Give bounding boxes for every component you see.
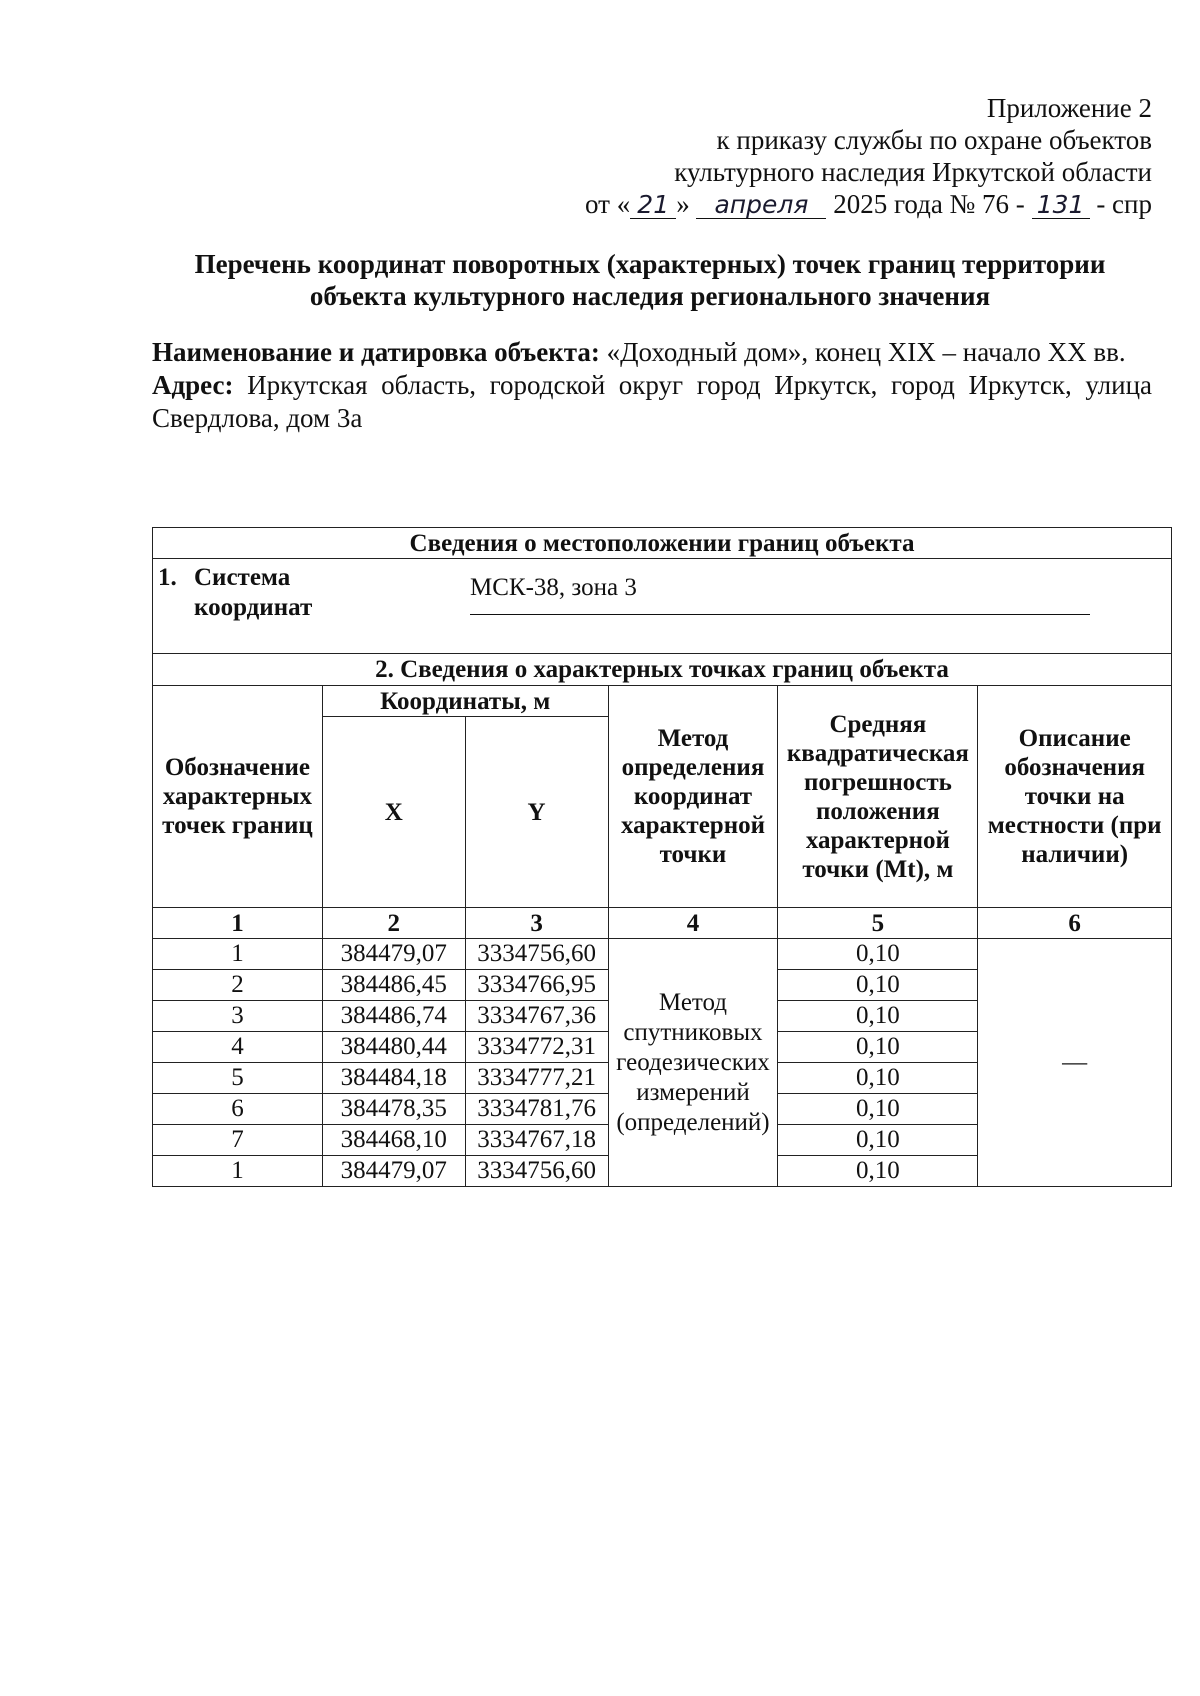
point-number: 7 <box>153 1125 323 1156</box>
object-name-value: «Доходный дом», конец XIX – начало XX вв. <box>606 337 1126 367</box>
point-x: 384479,07 <box>322 1156 465 1187</box>
section-title-row <box>153 528 1172 559</box>
point-x: 384478,35 <box>322 1094 465 1125</box>
date-mid: » <box>676 189 690 219</box>
boundary-table <box>152 527 1172 1187</box>
coordinate-system-label-l2: координат <box>194 594 313 621</box>
date-prefix: от « <box>585 189 631 219</box>
appendix-header <box>452 92 1152 220</box>
document-title <box>150 248 1150 312</box>
point-y: 3334756,60 <box>465 939 608 970</box>
point-y: 3334766,95 <box>465 970 608 1001</box>
point-error: 0,10 <box>778 1001 978 1032</box>
point-number: 1 <box>153 1156 323 1187</box>
col-header-description: Описание обозначения точки на местности (при наличии) <box>978 686 1172 908</box>
coordinate-system-value: МСК-38, зона 3 <box>470 573 1090 615</box>
object-name-label: Наименование и датировка объекта: <box>152 337 600 367</box>
handwritten-order-number: 131 <box>1032 192 1090 219</box>
point-y: 3334781,76 <box>465 1094 608 1125</box>
point-x: 384486,74 <box>322 1001 465 1032</box>
point-number: 6 <box>153 1094 323 1125</box>
point-number: 4 <box>153 1032 323 1063</box>
coordinate-system-cell <box>153 559 1172 654</box>
point-number: 2 <box>153 970 323 1001</box>
point-x: 384479,07 <box>322 939 465 970</box>
header-row-1 <box>153 686 1172 717</box>
table-row <box>153 939 1172 970</box>
point-error: 0,10 <box>778 939 978 970</box>
point-x: 384468,10 <box>322 1125 465 1156</box>
coordinate-system-label <box>158 563 312 623</box>
appendix-line-3: культурного наследия Иркутской области <box>674 157 1152 187</box>
col-header-coordinates: Координаты, м <box>322 686 608 717</box>
appendix-line-1: Приложение 2 <box>986 93 1152 123</box>
column-number: 3 <box>465 908 608 939</box>
point-error: 0,10 <box>778 1156 978 1187</box>
point-error: 0,10 <box>778 1063 978 1094</box>
object-address-value: Иркутская область, городской округ город Иркутск, город Иркутск, улица Свердлова, дом 3а <box>152 370 1153 433</box>
description-cell: — <box>978 939 1172 1187</box>
point-x: 384486,45 <box>322 970 465 1001</box>
point-x: 384484,18 <box>322 1063 465 1094</box>
col-header-designation: Обозначение характерных точек границ <box>153 686 323 908</box>
date-year: 2025 года № 76 - <box>833 189 1025 219</box>
point-y: 3334767,36 <box>465 1001 608 1032</box>
point-y: 3334756,60 <box>465 1156 608 1187</box>
object-address-label: Адрес: <box>152 370 234 400</box>
points-title-row <box>153 654 1172 686</box>
object-name-paragraph <box>152 336 1152 369</box>
coordinate-system-row <box>153 559 1172 654</box>
point-number: 3 <box>153 1001 323 1032</box>
point-number: 1 <box>153 939 323 970</box>
order-suffix: - спр <box>1096 189 1152 219</box>
point-x: 384480,44 <box>322 1032 465 1063</box>
points-title: 2. Сведения о характерных точках границ объекта <box>153 654 1172 686</box>
title-line-1: Перечень координат поворотных (характерных) точек границ территории <box>194 249 1106 279</box>
handwritten-month: апреля <box>696 192 826 219</box>
point-number: 5 <box>153 1063 323 1094</box>
method-cell: Метод спутниковых геодезических измерений (определений) <box>608 939 778 1187</box>
point-y: 3334772,31 <box>465 1032 608 1063</box>
column-number: 1 <box>153 908 323 939</box>
object-info <box>152 336 1152 435</box>
handwritten-day: 21 <box>630 192 676 219</box>
appendix-date-line <box>452 188 1152 220</box>
section-title: Сведения о местоположении границ объекта <box>153 528 1172 559</box>
col-header-method: Метод определения координат характерной точки <box>608 686 778 908</box>
column-number: 5 <box>778 908 978 939</box>
col-header-x: X <box>322 717 465 908</box>
point-error: 0,10 <box>778 1032 978 1063</box>
point-error: 0,10 <box>778 970 978 1001</box>
col-header-error: Средняя квадратическая погрешность положения характерной точки (Mt), м <box>778 686 978 908</box>
column-number: 6 <box>978 908 1172 939</box>
point-error: 0,10 <box>778 1125 978 1156</box>
column-number: 2 <box>322 908 465 939</box>
point-y: 3334777,21 <box>465 1063 608 1094</box>
object-address-paragraph <box>152 369 1152 435</box>
appendix-line-2: к приказу службы по охране объектов <box>716 125 1152 155</box>
coordinate-system-label-l1: Система <box>194 564 291 591</box>
column-number-row <box>153 908 1172 939</box>
column-number: 4 <box>608 908 778 939</box>
coordinate-system-number: 1. <box>158 564 177 591</box>
col-header-y: Y <box>465 717 608 908</box>
title-line-2: объекта культурного наследия регионального значения <box>309 281 991 311</box>
point-y: 3334767,18 <box>465 1125 608 1156</box>
point-error: 0,10 <box>778 1094 978 1125</box>
